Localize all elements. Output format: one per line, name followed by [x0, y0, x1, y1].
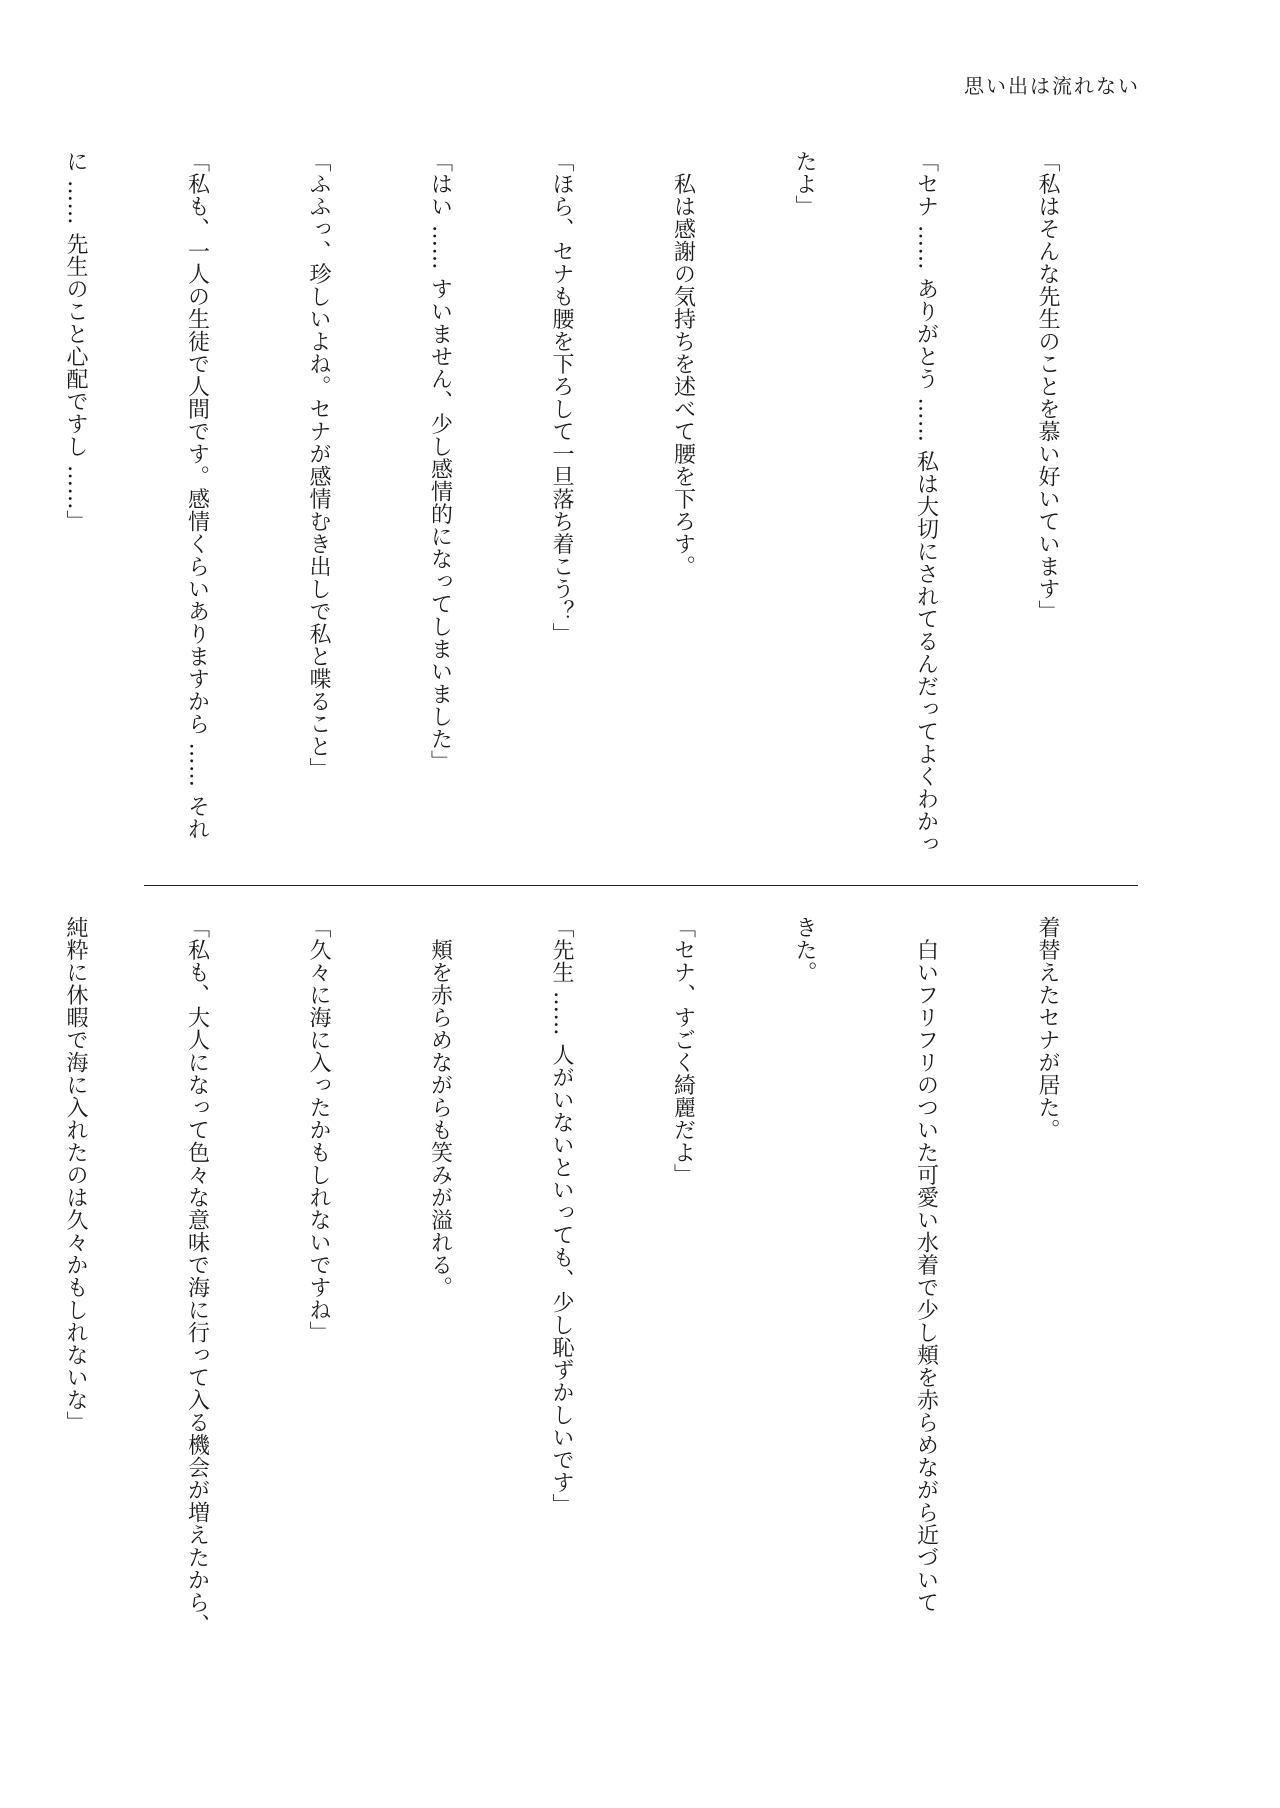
top-text-block: [63, 150, 1148, 870]
bottom-text-block: [63, 916, 1148, 1636]
text-line: 「はい …… すいません、少し感情的になってしまいました」: [427, 150, 453, 773]
text-line: きた。: [792, 916, 817, 984]
text-line: 「私も、大人になって色々な意味で海に行って入る機会が増えたから、: [184, 916, 210, 1636]
text-line: 白いフリフリのついた可愛い水着で少し頬を赤らめながら近づいて: [913, 916, 939, 1614]
text-line: 私は感謝の気持ちを述べて腰を下ろす。: [670, 150, 696, 578]
text-line: 「私も、一人の生徒で人間です。感情くらいありますから …… それ: [184, 150, 210, 840]
text-line: 「ほら、セナも腰を下ろして一旦落ち着こう？」: [549, 150, 574, 645]
text-line: 「久々に海に入ったかもしれないですね」: [306, 916, 331, 1344]
text-line: 「セナ、すごく綺麗だよ」: [670, 916, 696, 1186]
text-line: 「ふふっ、珍しいよね。セナが感情むき出しで私と喋ること」: [306, 150, 331, 780]
text-line: たよ」: [792, 150, 817, 218]
page-title: 思い出は流れない: [964, 74, 1140, 98]
section-divider: [144, 885, 1138, 886]
text-line: 着替えたセナが居た。: [1035, 916, 1060, 1141]
text-line: 「私はそんな先生のことを慕い好いています」: [1035, 150, 1060, 623]
text-line: に …… 先生のこと心配ですし ……」: [63, 150, 88, 533]
text-line: 頬を赤らめながらも笑みが溢れる。: [427, 916, 453, 1299]
text-line: 「先生 …… 人がいないといっても、少し恥ずかしいです」: [549, 916, 574, 1516]
text-line: 純粋に休暇で海に入れたのは久々かもしれないな」: [63, 916, 88, 1434]
text-line: 「セナ …… ありがとう …… 私は大切にされてるんだってよくわかっ: [913, 150, 939, 855]
